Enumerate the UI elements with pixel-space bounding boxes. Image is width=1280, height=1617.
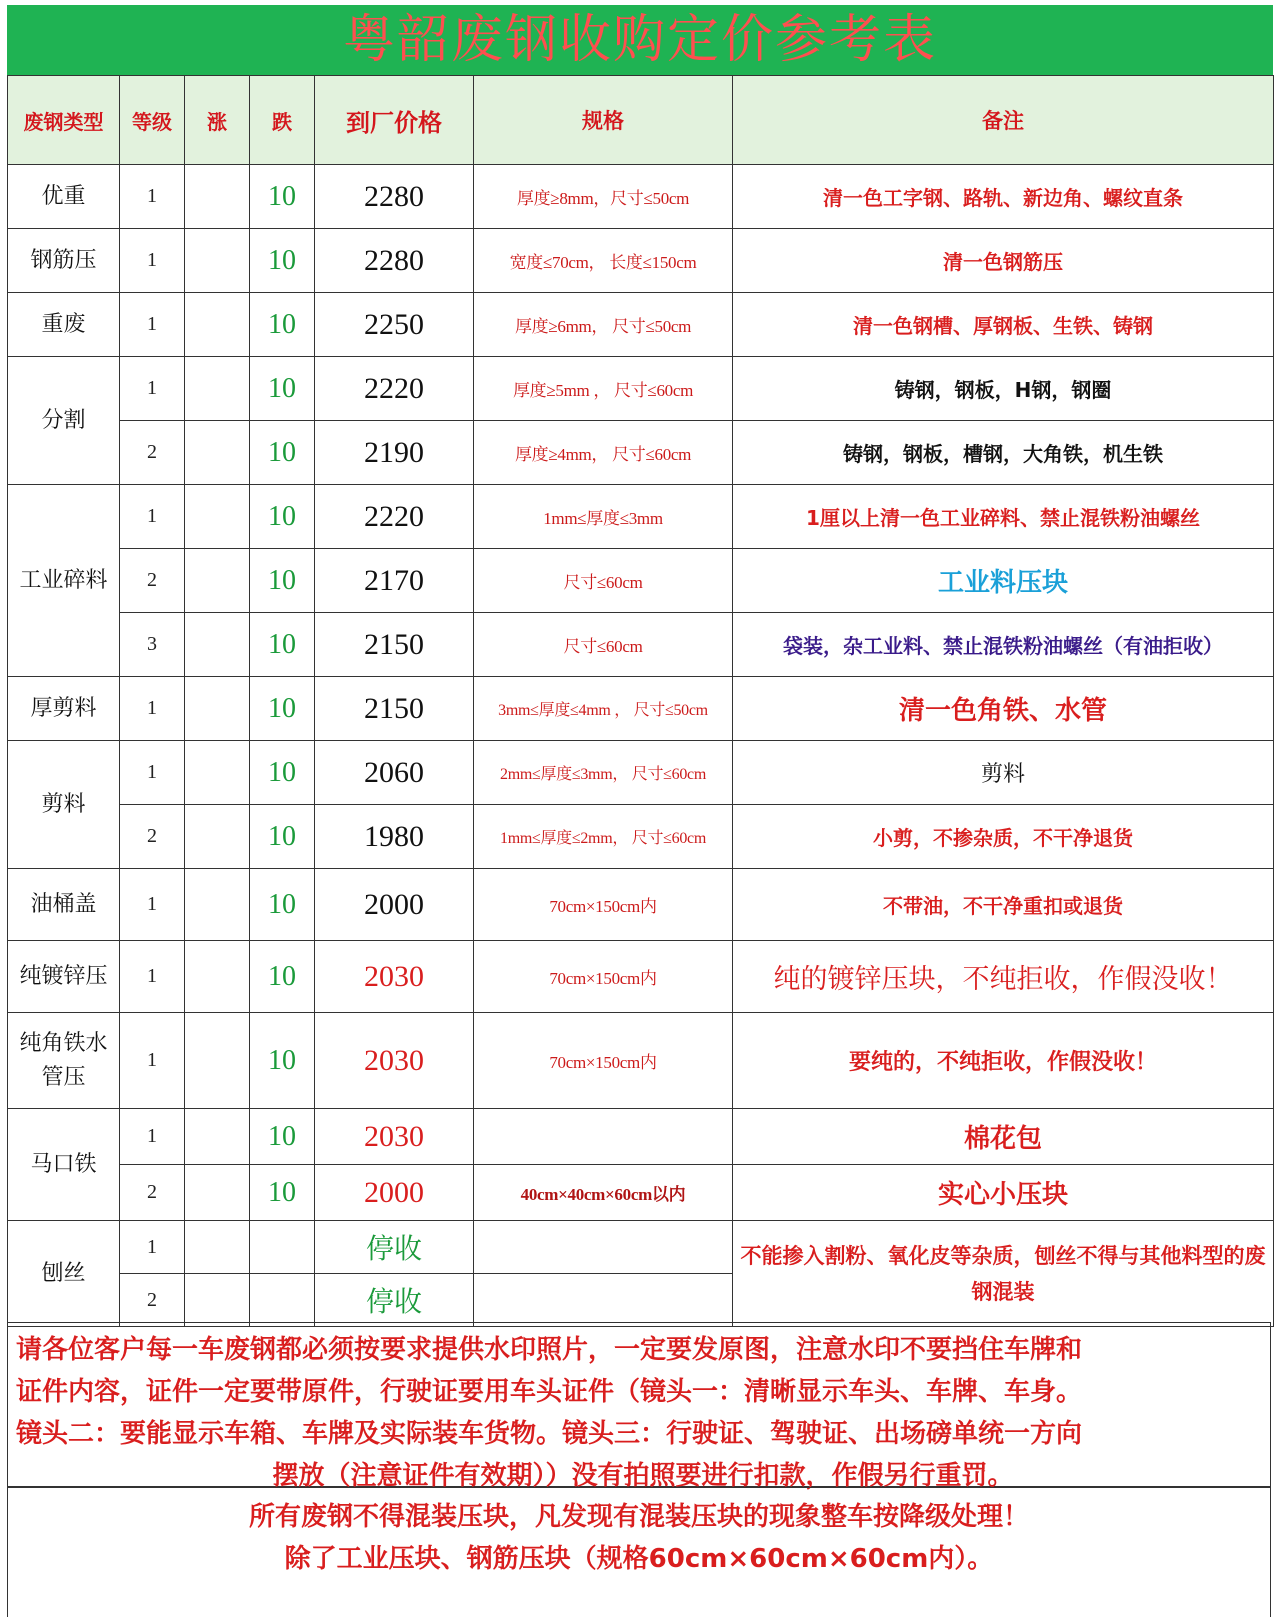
grade-cell: 1 (120, 485, 185, 549)
col-header-fall: 跌 (250, 76, 315, 165)
grade-cell: 2 (120, 421, 185, 485)
type-cell: 纯镀锌压 (8, 941, 120, 1013)
fall-cell (250, 1274, 315, 1327)
fall-cell: 10 (250, 741, 315, 805)
grade-cell: 1 (120, 1221, 185, 1274)
sheet-title: 粤韶废钢收购定价参考表 (7, 5, 1273, 75)
grade-cell: 1 (120, 869, 185, 941)
price-cell: 2000 (315, 1165, 474, 1221)
rise-cell (185, 1013, 250, 1109)
rise-cell (185, 677, 250, 741)
grade-cell: 1 (120, 357, 185, 421)
table-row (8, 741, 1274, 805)
spec-cell: 尺寸≤60cm (474, 549, 733, 613)
type-cell: 钢筋压 (8, 229, 120, 293)
price-cell: 2190 (315, 421, 474, 485)
mixing-rule-notice (7, 1487, 1271, 1617)
type-cell: 剪料 (8, 741, 120, 869)
price-cell: 2280 (315, 229, 474, 293)
price-cell: 2030 (315, 1013, 474, 1109)
type-cell: 重废 (8, 293, 120, 357)
table-row (8, 357, 1274, 421)
price-sheet (7, 5, 1273, 1607)
spec-cell: 3mm≤厚度≤4mm ， 尺寸≤50cm (474, 677, 733, 741)
fall-cell: 10 (250, 293, 315, 357)
rise-cell (185, 869, 250, 941)
spec-cell: 1mm≤厚度≤2mm， 尺寸≤60cm (474, 805, 733, 869)
grade-cell: 1 (120, 1013, 185, 1109)
rise-cell (185, 941, 250, 1013)
rise-cell (185, 485, 250, 549)
fall-cell: 10 (250, 941, 315, 1013)
grade-cell: 2 (120, 805, 185, 869)
spec-cell: 厚度≥4mm， 尺寸≤60cm (474, 421, 733, 485)
note-cell: 不能掺入割粉、氧化皮等杂质，刨丝不得与其他料型的废钢混装 (733, 1221, 1274, 1327)
note-cell: 小剪，不掺杂质，不干净退货 (733, 805, 1274, 869)
col-header-spec: 规格 (474, 76, 733, 165)
note-cell: 剪料 (733, 741, 1274, 805)
fall-cell: 10 (250, 549, 315, 613)
grade-cell: 1 (120, 229, 185, 293)
table-row (8, 165, 1274, 229)
table-row (8, 1109, 1274, 1165)
table-row (8, 869, 1274, 941)
spec-cell: 1mm≤厚度≤3mm (474, 485, 733, 549)
grade-cell: 1 (120, 941, 185, 1013)
price-cell: 2220 (315, 357, 474, 421)
fall-cell: 10 (250, 677, 315, 741)
type-cell: 刨丝 (8, 1221, 120, 1327)
fall-cell: 10 (250, 1165, 315, 1221)
table-row (8, 549, 1274, 613)
grade-cell: 1 (120, 293, 185, 357)
price-cell: 2030 (315, 1109, 474, 1165)
table-row (8, 229, 1274, 293)
photo-requirement-notice (7, 1322, 1271, 1491)
notice-line: 所有废钢不得混装压块，凡发现有混装压块的现象整车按降级处理！ (248, 1502, 1029, 1532)
rise-cell (185, 293, 250, 357)
spec-cell: 厚度≥5mm ， 尺寸≤60cm (474, 357, 733, 421)
table-row (8, 485, 1274, 549)
rise-cell (185, 1109, 250, 1165)
note-cell: 棉花包 (733, 1109, 1274, 1165)
fall-cell: 10 (250, 869, 315, 941)
price-cell: 2030 (315, 941, 474, 1013)
note-cell: 清一色工字钢、路轨、新边角、螺纹直条 (733, 165, 1274, 229)
spec-cell: 尺寸≤60cm (474, 613, 733, 677)
grade-cell: 1 (120, 165, 185, 229)
spec-cell: 70cm×150cm内 (474, 869, 733, 941)
fall-cell: 10 (250, 485, 315, 549)
spec-cell: 厚度≥8mm，尺寸≤50cm (474, 165, 733, 229)
col-header-price: 到厂价格 (315, 76, 474, 165)
note-cell: 清一色角铁、水管 (733, 677, 1274, 741)
type-cell: 分割 (8, 357, 120, 485)
type-cell: 工业碎料 (8, 485, 120, 677)
rise-cell (185, 613, 250, 677)
price-table (7, 75, 1274, 1327)
fall-cell: 10 (250, 357, 315, 421)
col-header-note: 备注 (733, 76, 1274, 165)
note-cell: 实心小压块 (733, 1165, 1274, 1221)
price-cell: 2000 (315, 869, 474, 941)
fall-cell: 10 (250, 1109, 315, 1165)
spec-cell (474, 1221, 733, 1274)
fall-cell (250, 1221, 315, 1274)
price-cell: 停收 (315, 1274, 474, 1327)
rise-cell (185, 165, 250, 229)
notice-line: 请各位客户每一车废钢都必须按要求提供水印照片，一定要发原图，注意水印不要挡住车牌和 (16, 1335, 1083, 1365)
col-header-grade: 等级 (120, 76, 185, 165)
notice-line: 摆放（注意证件有效期））没有拍照要进行扣款，作假另行重罚。 (272, 1461, 1014, 1491)
col-header-rise: 涨 (185, 76, 250, 165)
rise-cell (185, 421, 250, 485)
grade-cell: 2 (120, 1274, 185, 1327)
rise-cell (185, 741, 250, 805)
note-cell: 铸钢，钢板，H钢，钢圈 (733, 357, 1274, 421)
table-header-row (8, 76, 1274, 165)
rise-cell (185, 1221, 250, 1274)
fall-cell: 10 (250, 1013, 315, 1109)
col-header-type: 废钢类型 (8, 76, 120, 165)
rise-cell (185, 549, 250, 613)
spec-cell: 宽度≤70cm， 长度≤150cm (474, 229, 733, 293)
type-cell: 优重 (8, 165, 120, 229)
type-cell: 马口铁 (8, 1109, 120, 1221)
table-row (8, 613, 1274, 677)
price-cell: 2060 (315, 741, 474, 805)
type-cell: 纯角铁水管压 (8, 1013, 120, 1109)
spec-cell: 70cm×150cm内 (474, 941, 733, 1013)
grade-cell: 1 (120, 677, 185, 741)
fall-cell: 10 (250, 229, 315, 293)
price-cell: 2280 (315, 165, 474, 229)
price-cell: 2150 (315, 613, 474, 677)
fall-cell: 10 (250, 805, 315, 869)
notice-line: 除了工业压块、钢筋压块（规格60cm×60cm×60cm内）。 (284, 1544, 994, 1574)
grade-cell: 3 (120, 613, 185, 677)
grade-cell: 1 (120, 741, 185, 805)
spec-cell: 2mm≤厚度≤3mm， 尺寸≤60cm (474, 741, 733, 805)
grade-cell: 1 (120, 1109, 185, 1165)
notice-line: 镜头二：要能显示车箱、车牌及实际装车货物。镜头三：行驶证、驾驶证、出场磅单统一方向 (16, 1419, 1083, 1449)
rise-cell (185, 1165, 250, 1221)
table-row (8, 293, 1274, 357)
fall-cell: 10 (250, 421, 315, 485)
note-cell: 要纯的，不纯拒收，作假没收！ (733, 1013, 1274, 1109)
fall-cell: 10 (250, 613, 315, 677)
rise-cell (185, 1274, 250, 1327)
note-cell: 清一色钢槽、厚钢板、生铁、铸钢 (733, 293, 1274, 357)
rise-cell (185, 805, 250, 869)
notice-line: 证件内容，证件一定要带原件，行驶证要用车头证件（镜头一：清晰显示车头、车牌、车身。 (16, 1377, 1083, 1407)
spec-cell: 70cm×150cm内 (474, 1013, 733, 1109)
table-row (8, 805, 1274, 869)
grade-cell: 2 (120, 1165, 185, 1221)
spec-cell: 厚度≥6mm， 尺寸≤50cm (474, 293, 733, 357)
table-row (8, 421, 1274, 485)
table-row (8, 677, 1274, 741)
price-cell: 2150 (315, 677, 474, 741)
table-row (8, 1165, 1274, 1221)
price-cell: 停收 (315, 1221, 474, 1274)
note-cell: 1厘以上清一色工业碎料、禁止混铁粉油螺丝 (733, 485, 1274, 549)
spec-cell (474, 1109, 733, 1165)
note-cell: 纯的镀锌压块，不纯拒收，作假没收！ (733, 941, 1274, 1013)
type-cell: 厚剪料 (8, 677, 120, 741)
note-cell: 铸钢，钢板，槽钢，大角铁，机生铁 (733, 421, 1274, 485)
rise-cell (185, 357, 250, 421)
price-cell: 2170 (315, 549, 474, 613)
note-cell: 工业料压块 (733, 549, 1274, 613)
price-cell: 2220 (315, 485, 474, 549)
price-cell: 1980 (315, 805, 474, 869)
note-cell: 不带油，不干净重扣或退货 (733, 869, 1274, 941)
rise-cell (185, 229, 250, 293)
fall-cell: 10 (250, 165, 315, 229)
note-cell: 清一色钢筋压 (733, 229, 1274, 293)
spec-cell (474, 1274, 733, 1327)
note-cell: 袋装，杂工业料、禁止混铁粉油螺丝（有油拒收） (733, 613, 1274, 677)
table-row (8, 941, 1274, 1013)
type-cell: 油桶盖 (8, 869, 120, 941)
table-row (8, 1221, 1274, 1274)
spec-cell: 40cm×40cm×60cm以内 (474, 1165, 733, 1221)
price-cell: 2250 (315, 293, 474, 357)
table-row (8, 1013, 1274, 1109)
grade-cell: 2 (120, 549, 185, 613)
